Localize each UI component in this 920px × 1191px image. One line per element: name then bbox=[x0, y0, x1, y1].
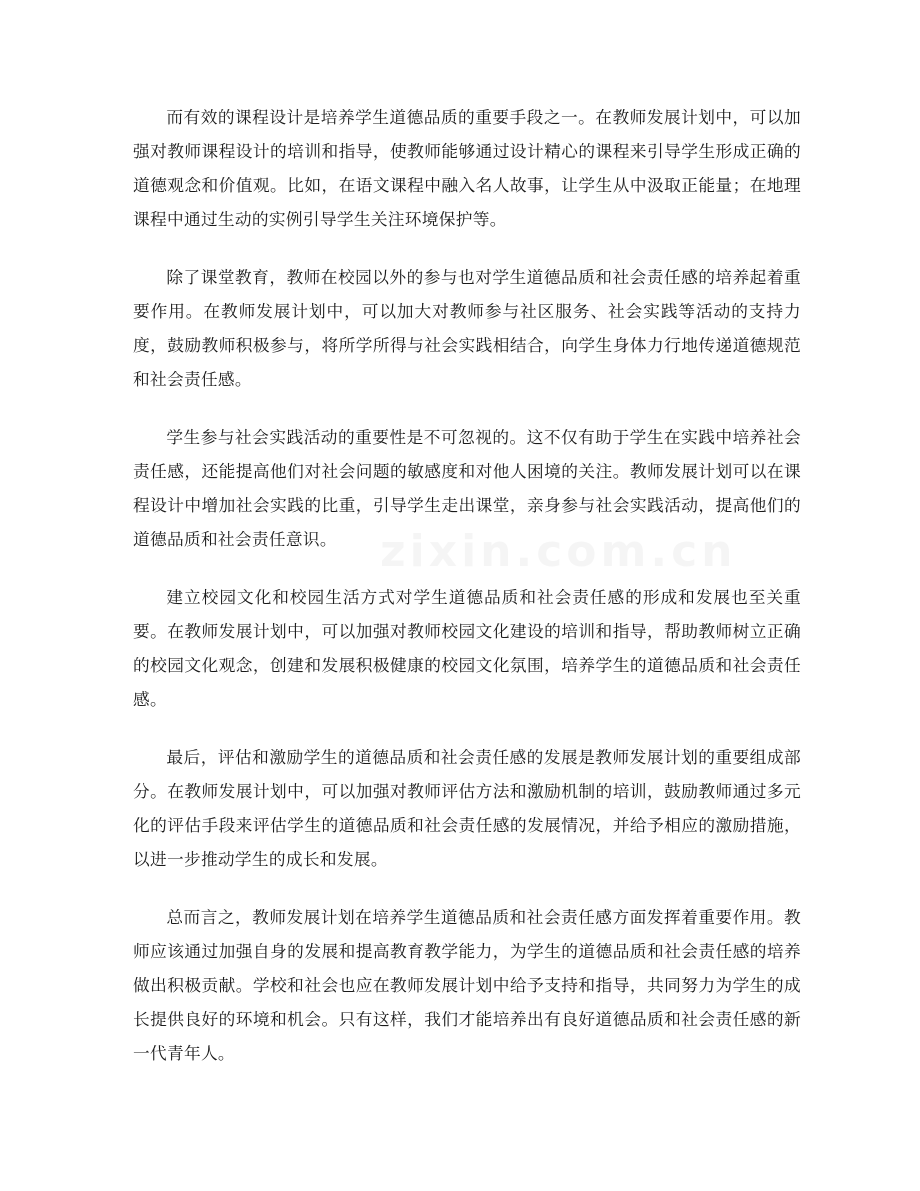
paragraph-campus-participation: 除了课堂教育，教师在校园以外的参与也对学生道德品质和社会责任感的培养起着重要作用。在教师发展计划中，可以加大对教师参与社区服务、社会实践等活动的支持力度，鼓励教师积极参与，将所学所得与社会实践相结合，向学生身体力行地传递道德规范和社会责任感。 bbox=[133, 267, 801, 389]
paragraph-campus-culture: 建立校园文化和校园生活方式对学生道德品质和社会责任感的形成和发展也至关重要。在教师发展计划中，可以加强对教师校园文化建设的培训和指导，帮助教师树立正确的校园文化观念，创建和发展积极健康的校园文化氛围，培养学生的道德品质和社会责任感。 bbox=[133, 587, 801, 709]
paragraph-course-design: 而有效的课程设计是培养学生道德品质的重要手段之一。在教师发展计划中，可以加强对教师课程设计的培训和指导，使教师能够通过设计精心的课程来引导学生形成正确的道德观念和价值观。比如，在语文课程中融入名人故事，让学生从中汲取正能量；在地理课程中通过生动的实例引导学生关注环境保护等。 bbox=[133, 107, 801, 229]
paragraph-conclusion: 总而言之，教师发展计划在培养学生道德品质和社会责任感方面发挥着重要作用。教师应该通过加强自身的发展和提高教育教学能力，为学生的道德品质和社会责任感的培养做出积极贡献。学校和社会也应在教师发展计划中给予支持和指导，共同努力为学生的成长提供良好的环境和机会。只有这样，我们才能培养出有良好道德品质和社会责任感的新一代青年人。 bbox=[133, 907, 801, 1063]
paragraph-social-practice: 学生参与社会实践活动的重要性是不可忽视的。这不仅有助于学生在实践中培养社会责任感，还能提高他们对社会问题的敏感度和对他人困境的关注。教师发展计划可以在课程设计中增加社会实践的比重，引导学生走出课堂，亲身参与社会实践活动，提高他们的道德品质和社会责任意识。 bbox=[133, 427, 801, 549]
paragraph-evaluation-incentive: 最后，评估和激励学生的道德品质和社会责任感的发展是教师发展计划的重要组成部分。在教师发展计划中，可以加强对教师评估方法和激励机制的培训，鼓励教师通过多元化的评估手段来评估学生的道德品质和社会责任感的发展情况，并给予相应的激励措施，以进一步推动学生的成长和发展。 bbox=[133, 747, 801, 869]
document-body bbox=[133, 100, 801, 1094]
